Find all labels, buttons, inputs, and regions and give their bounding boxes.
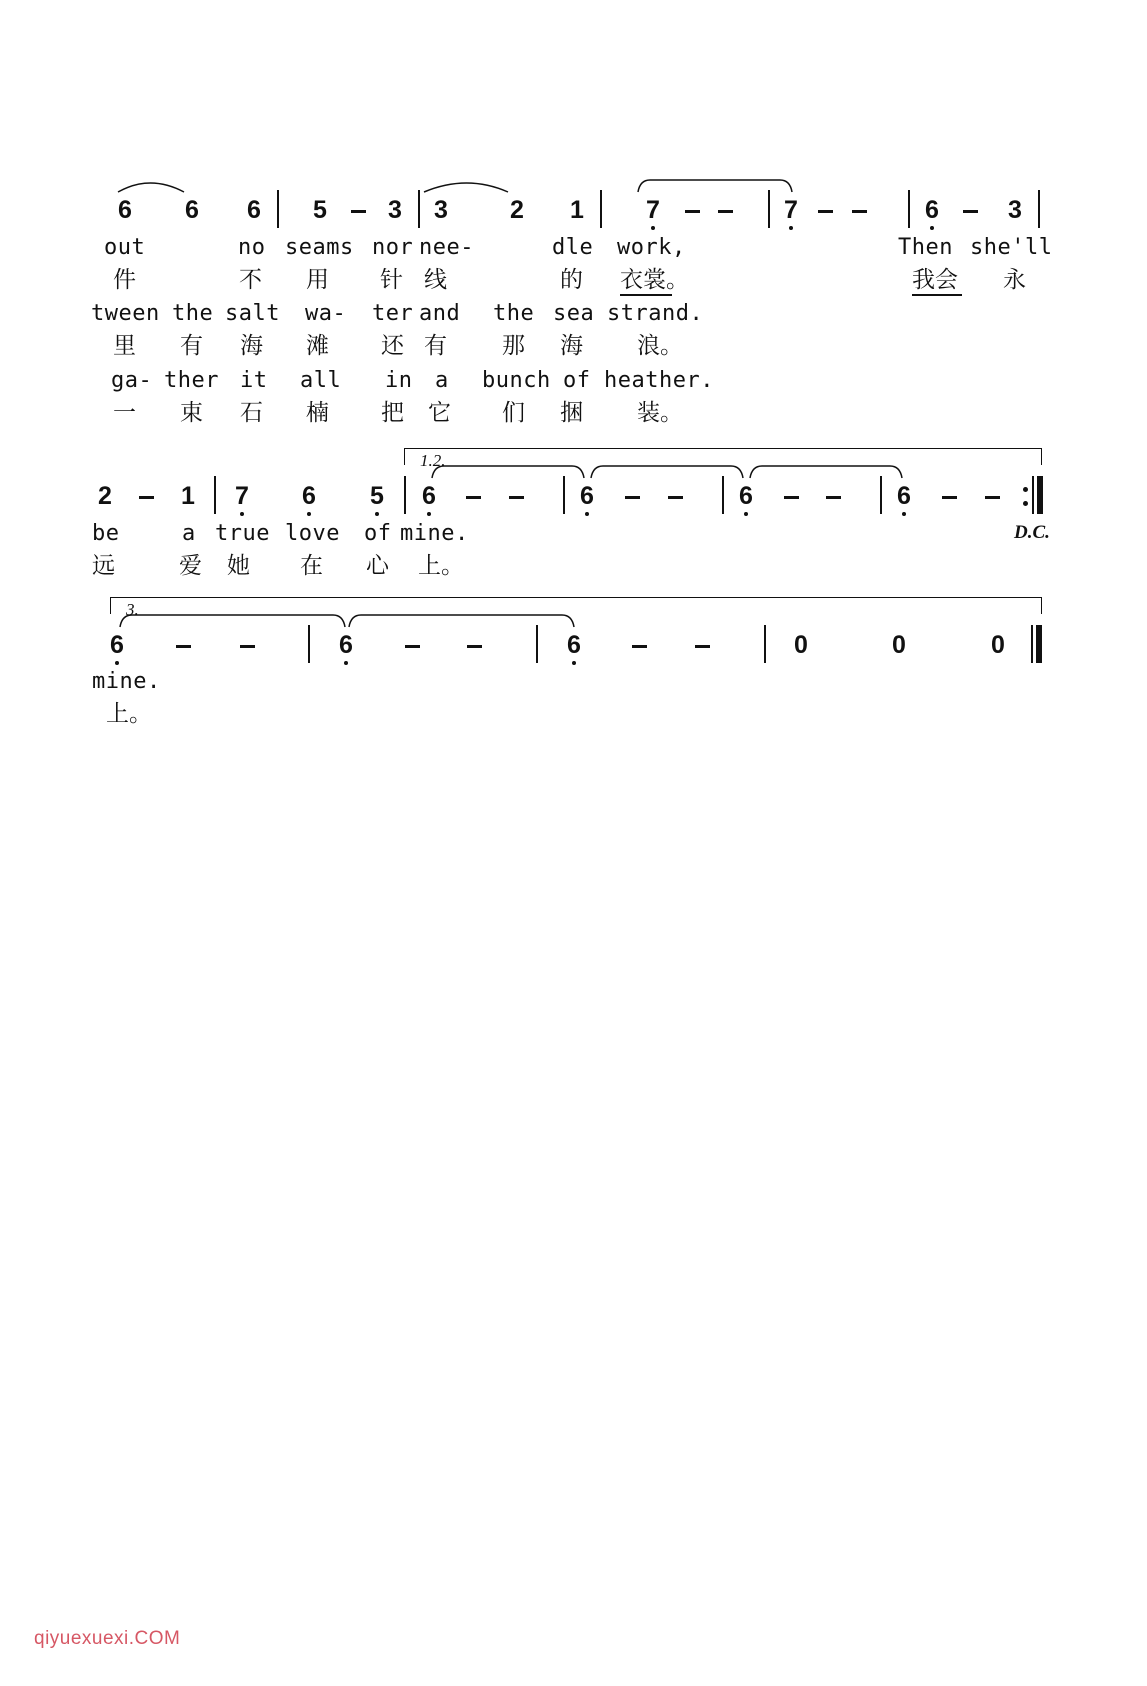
lyric-word: 还 bbox=[381, 333, 404, 359]
note: 6 bbox=[247, 196, 261, 224]
barline bbox=[1038, 190, 1040, 228]
lyric-word: she'll bbox=[970, 235, 1053, 260]
lyric-word: 她 bbox=[227, 553, 250, 579]
lyric-word: 上。 bbox=[106, 701, 152, 727]
lyric-word: 线 bbox=[424, 267, 447, 293]
repeat-dot bbox=[1023, 501, 1028, 506]
lyric-word: ga- bbox=[111, 368, 153, 393]
rest: 0 bbox=[794, 631, 808, 659]
lyric-word: salt bbox=[225, 301, 280, 326]
note-low-octave: 7 bbox=[642, 195, 664, 225]
note-low-octave: 6 bbox=[921, 195, 943, 225]
lyric-underline bbox=[912, 294, 962, 296]
lyric-word: 里 bbox=[113, 333, 136, 359]
lyric-word: the bbox=[493, 301, 535, 326]
note: 1 bbox=[181, 482, 195, 510]
lyric-word: love bbox=[285, 521, 340, 546]
lyric-word: 针 bbox=[380, 267, 403, 293]
dash bbox=[240, 645, 255, 648]
dash bbox=[718, 210, 733, 213]
dash bbox=[625, 496, 640, 499]
lyric-word: a bbox=[435, 368, 449, 393]
repeat-end-barline bbox=[1037, 476, 1043, 514]
lyric-word: it bbox=[240, 368, 268, 393]
lyric-word: a bbox=[182, 521, 196, 546]
lyric-word: 那 bbox=[502, 333, 525, 359]
lyric-word: ter bbox=[372, 301, 414, 326]
lyric-word: 们 bbox=[502, 400, 525, 426]
lyric-word: 装。 bbox=[637, 400, 683, 426]
note: 3 bbox=[388, 196, 402, 224]
lyric-word: nor bbox=[372, 235, 414, 260]
site-watermark: qiyuexuexi.COM bbox=[34, 1628, 181, 1649]
lyric-word: 远 bbox=[92, 553, 115, 579]
lyric-word: ther bbox=[164, 368, 219, 393]
dash bbox=[942, 496, 957, 499]
barline bbox=[404, 476, 406, 514]
dash bbox=[351, 210, 366, 213]
final-barline bbox=[1036, 625, 1042, 663]
note-low-octave: 6 bbox=[418, 481, 440, 511]
note-low-octave: 7 bbox=[231, 481, 253, 511]
barline bbox=[277, 190, 279, 228]
lyric-word: 把 bbox=[381, 400, 404, 426]
barline bbox=[722, 476, 724, 514]
barline bbox=[880, 476, 882, 514]
lyric-word: true bbox=[215, 521, 270, 546]
lyric-word: the bbox=[172, 301, 214, 326]
note: 1 bbox=[570, 196, 584, 224]
barline bbox=[1032, 476, 1034, 514]
note: 3 bbox=[1008, 196, 1022, 224]
lyric-word: 有 bbox=[424, 333, 447, 359]
lyric-word: out bbox=[104, 235, 146, 260]
lyric-word: 石 bbox=[240, 400, 263, 426]
volta-label: 1.2. bbox=[420, 451, 446, 470]
lyric-word: wa- bbox=[305, 301, 347, 326]
lyric-word: 上。 bbox=[418, 553, 464, 579]
dash bbox=[405, 645, 420, 648]
barline bbox=[536, 625, 538, 663]
lyric-word: no bbox=[238, 235, 266, 260]
dash bbox=[784, 496, 799, 499]
dash bbox=[826, 496, 841, 499]
dash bbox=[668, 496, 683, 499]
lyric-word: 件 bbox=[113, 267, 136, 293]
lyric-word: of bbox=[563, 368, 591, 393]
lyric-word: 不 bbox=[239, 267, 262, 293]
note: 6 bbox=[118, 196, 132, 224]
lyric-word: 我会 bbox=[912, 267, 958, 293]
lyric-word: 束 bbox=[180, 400, 203, 426]
note: 2 bbox=[98, 482, 112, 510]
lyric-word: Then bbox=[898, 235, 953, 260]
barline bbox=[768, 190, 770, 228]
lyric-word: 心 bbox=[366, 553, 389, 579]
note-low-octave: 6 bbox=[735, 481, 757, 511]
lyric-word: all bbox=[300, 368, 342, 393]
lyric-word: heather. bbox=[604, 368, 714, 393]
lyric-word: be bbox=[92, 521, 120, 546]
note-low-octave: 6 bbox=[576, 481, 598, 511]
dash bbox=[632, 645, 647, 648]
rest: 0 bbox=[892, 631, 906, 659]
note: 6 bbox=[185, 196, 199, 224]
lyric-word: 它 bbox=[428, 400, 451, 426]
lyric-word: 一 bbox=[113, 400, 136, 426]
dash bbox=[139, 496, 154, 499]
volta-label: 3. bbox=[126, 600, 139, 619]
lyric-word: 用 bbox=[306, 267, 329, 293]
dash bbox=[685, 210, 700, 213]
lyric-word: of bbox=[364, 521, 392, 546]
barline bbox=[600, 190, 602, 228]
dash bbox=[467, 645, 482, 648]
lyric-word: bunch bbox=[482, 368, 551, 393]
dash bbox=[818, 210, 833, 213]
lyric-word: work, bbox=[617, 235, 686, 260]
lyric-word: in bbox=[385, 368, 413, 393]
lyric-word: 的 bbox=[560, 267, 583, 293]
lyric-word: mine. bbox=[92, 669, 161, 694]
note-low-octave: 6 bbox=[893, 481, 915, 511]
lyric-underline bbox=[620, 294, 672, 296]
lyric-word: 楠 bbox=[306, 400, 329, 426]
da-capo-marking: D.C. bbox=[1014, 522, 1050, 543]
lyric-word: tween bbox=[91, 301, 160, 326]
lyric-word: 有 bbox=[180, 333, 203, 359]
dash bbox=[466, 496, 481, 499]
note-low-octave: 5 bbox=[366, 481, 388, 511]
lyric-word: nee- bbox=[419, 235, 474, 260]
lyric-word: sea bbox=[553, 301, 595, 326]
note-low-octave: 7 bbox=[780, 195, 802, 225]
dash bbox=[695, 645, 710, 648]
lyric-word: mine. bbox=[400, 521, 469, 546]
dash bbox=[176, 645, 191, 648]
lyric-word: 在 bbox=[300, 553, 323, 579]
lyric-word: 海 bbox=[560, 333, 583, 359]
barline bbox=[908, 190, 910, 228]
lyric-word: seams bbox=[285, 235, 354, 260]
rest: 0 bbox=[991, 631, 1005, 659]
note: 3 bbox=[434, 196, 448, 224]
lyric-word: 捆 bbox=[560, 400, 583, 426]
volta-bracket-3 bbox=[110, 597, 1042, 614]
barline bbox=[764, 625, 766, 663]
dash bbox=[985, 496, 1000, 499]
note-low-octave: 6 bbox=[335, 630, 357, 660]
dash bbox=[963, 210, 978, 213]
lyric-word: 爱 bbox=[179, 553, 202, 579]
lyric-word: and bbox=[419, 301, 461, 326]
lyric-word: 海 bbox=[240, 333, 263, 359]
volta-bracket-1-2 bbox=[404, 448, 1042, 465]
note-low-octave: 6 bbox=[298, 481, 320, 511]
lyric-word: 衣裳。 bbox=[620, 267, 689, 293]
dash bbox=[509, 496, 524, 499]
barline bbox=[563, 476, 565, 514]
repeat-dot bbox=[1023, 487, 1028, 492]
barline bbox=[214, 476, 216, 514]
note: 2 bbox=[510, 196, 524, 224]
note-low-octave: 6 bbox=[106, 630, 128, 660]
barline bbox=[308, 625, 310, 663]
lyric-word: 滩 bbox=[306, 333, 329, 359]
lyric-word: 浪。 bbox=[637, 333, 683, 359]
note-low-octave: 6 bbox=[563, 630, 585, 660]
barline bbox=[1031, 625, 1033, 663]
barline bbox=[418, 190, 420, 228]
note: 5 bbox=[313, 196, 327, 224]
lyric-word: strand. bbox=[607, 301, 704, 326]
lyric-word: 永 bbox=[1003, 267, 1026, 293]
dash bbox=[852, 210, 867, 213]
lyric-word: dle bbox=[552, 235, 594, 260]
